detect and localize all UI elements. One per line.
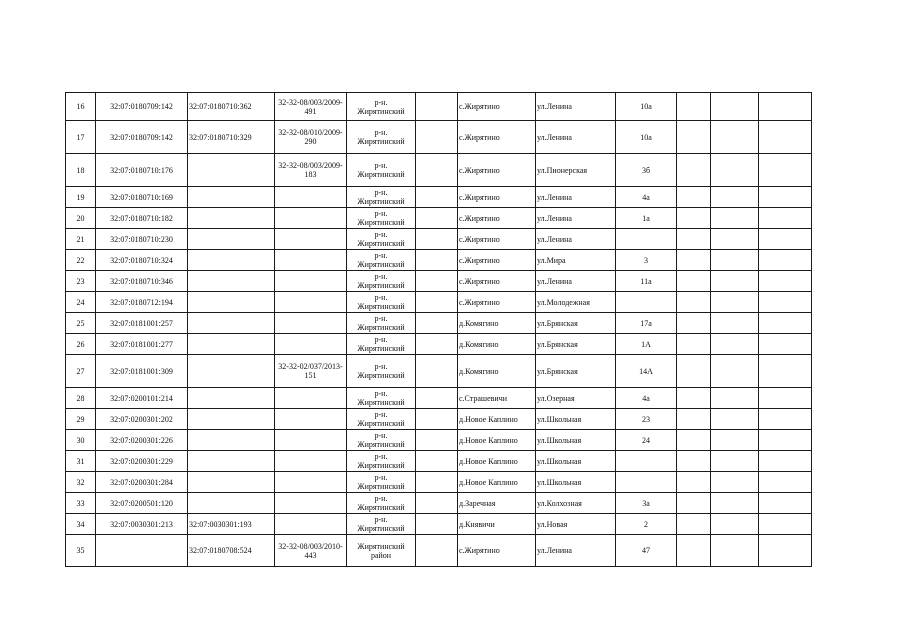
table-row: [66, 208, 812, 229]
cell-cadastral-number: 32:07:0200101:214: [96, 388, 188, 409]
cell-settlement: д.Заречная: [458, 493, 536, 514]
cell-extra-column-1: [677, 472, 711, 493]
cell-district: р-н. Жирятинский: [347, 493, 416, 514]
cell-row-number: 16: [66, 93, 96, 121]
cell-extra-column-1: [677, 229, 711, 250]
cell-extra-column-2: [711, 355, 759, 388]
cell-parent-cadastral-number: [188, 388, 275, 409]
cell-settlement: с.Жирятино: [458, 93, 536, 121]
cell-extra-column-3: [759, 493, 812, 514]
cell-settlement: с.Жирятино: [458, 271, 536, 292]
cell-blank-column: [416, 154, 458, 187]
cell-parent-cadastral-number: [188, 154, 275, 187]
cell-street: ул.Брянская: [536, 355, 616, 388]
cell-district: р-н. Жирятинский: [347, 514, 416, 535]
cell-house-number: 4а: [616, 187, 677, 208]
cell-extra-column-3: [759, 121, 812, 154]
cell-house-number: 23: [616, 409, 677, 430]
cell-house-number: 10а: [616, 93, 677, 121]
cell-blank-column: [416, 493, 458, 514]
cell-parent-cadastral-number: [188, 451, 275, 472]
cell-district: Жирятинский район: [347, 535, 416, 567]
cell-registration-number: [275, 187, 347, 208]
table-row: [66, 430, 812, 451]
cell-parent-cadastral-number: 32:07:0180708:524: [188, 535, 275, 567]
table-row: [66, 355, 812, 388]
cell-street: ул.Озерная: [536, 388, 616, 409]
cell-settlement: с.Жирятино: [458, 208, 536, 229]
cell-row-number: 32: [66, 472, 96, 493]
cell-extra-column-1: [677, 334, 711, 355]
cell-cadastral-number: 32:07:0180710:176: [96, 154, 188, 187]
cell-house-number: 3: [616, 250, 677, 271]
table-row: [66, 292, 812, 313]
cell-cadastral-number: 32:07:0200501:120: [96, 493, 188, 514]
cell-blank-column: [416, 271, 458, 292]
cell-settlement: с.Жирятино: [458, 229, 536, 250]
cell-row-number: 35: [66, 535, 96, 567]
table-row: [66, 334, 812, 355]
cell-blank-column: [416, 355, 458, 388]
cell-extra-column-2: [711, 472, 759, 493]
cell-registration-number: [275, 208, 347, 229]
cell-extra-column-1: [677, 355, 711, 388]
cell-registration-number: [275, 493, 347, 514]
cell-extra-column-2: [711, 409, 759, 430]
table-row: [66, 514, 812, 535]
cell-district: р-н. Жирятинский: [347, 229, 416, 250]
cell-street: ул.Колхозная: [536, 493, 616, 514]
cell-extra-column-2: [711, 250, 759, 271]
cell-blank-column: [416, 292, 458, 313]
cell-settlement: с.Жирятино: [458, 292, 536, 313]
cell-blank-column: [416, 229, 458, 250]
table-row: [66, 154, 812, 187]
cell-registration-number: [275, 250, 347, 271]
cell-blank-column: [416, 409, 458, 430]
cell-district: р-н. Жирятинский: [347, 93, 416, 121]
table-row: [66, 121, 812, 154]
cell-registration-number: 32-32-08/010/2009- 290: [275, 121, 347, 154]
cell-extra-column-2: [711, 388, 759, 409]
cell-extra-column-2: [711, 430, 759, 451]
cell-parent-cadastral-number: 32:07:0180710:329: [188, 121, 275, 154]
cell-row-number: 22: [66, 250, 96, 271]
cell-extra-column-3: [759, 535, 812, 567]
cell-registration-number: [275, 292, 347, 313]
cell-street: ул.Школьная: [536, 430, 616, 451]
cell-house-number: 10а: [616, 121, 677, 154]
cell-extra-column-2: [711, 208, 759, 229]
cell-cadastral-number: 32:07:0030301:213: [96, 514, 188, 535]
cell-blank-column: [416, 451, 458, 472]
cell-house-number: [616, 292, 677, 313]
cell-cadastral-number: 32:07:0180710:230: [96, 229, 188, 250]
cell-street: ул.Школьная: [536, 451, 616, 472]
cell-house-number: 3б: [616, 154, 677, 187]
cell-street: ул.Ленина: [536, 271, 616, 292]
cell-row-number: 33: [66, 493, 96, 514]
cell-parent-cadastral-number: 32:07:0180710:362: [188, 93, 275, 121]
cell-extra-column-1: [677, 93, 711, 121]
cell-row-number: 23: [66, 271, 96, 292]
table-row: [66, 93, 812, 121]
cell-cadastral-number: 32:07:0200301:202: [96, 409, 188, 430]
cell-parent-cadastral-number: [188, 409, 275, 430]
cell-row-number: 21: [66, 229, 96, 250]
cell-parent-cadastral-number: [188, 187, 275, 208]
cell-settlement: с.Жирятино: [458, 250, 536, 271]
cell-street: ул.Пионерская: [536, 154, 616, 187]
table-row: [66, 472, 812, 493]
cell-district: р-н. Жирятинский: [347, 355, 416, 388]
cell-parent-cadastral-number: [188, 493, 275, 514]
cell-extra-column-2: [711, 93, 759, 121]
cell-extra-column-1: [677, 535, 711, 567]
cell-cadastral-number: 32:07:0180710:182: [96, 208, 188, 229]
cell-parent-cadastral-number: 32:07:0030301:193: [188, 514, 275, 535]
cell-extra-column-1: [677, 388, 711, 409]
cell-parent-cadastral-number: [188, 229, 275, 250]
table-row: [66, 409, 812, 430]
cell-extra-column-1: [677, 271, 711, 292]
cell-district: р-н. Жирятинский: [347, 292, 416, 313]
cell-house-number: 3а: [616, 493, 677, 514]
cell-district: р-н. Жирятинский: [347, 388, 416, 409]
cell-parent-cadastral-number: [188, 250, 275, 271]
table-row: [66, 451, 812, 472]
cell-district: р-н. Жирятинский: [347, 208, 416, 229]
cell-parent-cadastral-number: [188, 355, 275, 388]
cell-extra-column-2: [711, 187, 759, 208]
cell-extra-column-1: [677, 250, 711, 271]
cell-row-number: 17: [66, 121, 96, 154]
cell-parent-cadastral-number: [188, 271, 275, 292]
cell-cadastral-number: 32:07:0181001:309: [96, 355, 188, 388]
cell-parent-cadastral-number: [188, 334, 275, 355]
cell-extra-column-3: [759, 154, 812, 187]
cell-house-number: 1А: [616, 334, 677, 355]
cell-registration-number: 32-32-02/037/2013- 151: [275, 355, 347, 388]
cell-extra-column-3: [759, 229, 812, 250]
cell-row-number: 27: [66, 355, 96, 388]
cell-extra-column-2: [711, 493, 759, 514]
cell-extra-column-3: [759, 409, 812, 430]
cell-settlement: д.Новое Каплино: [458, 430, 536, 451]
cell-settlement: д.Комягино: [458, 334, 536, 355]
cell-district: р-н. Жирятинский: [347, 121, 416, 154]
cell-parent-cadastral-number: [188, 292, 275, 313]
cell-street: ул.Брянская: [536, 313, 616, 334]
cell-blank-column: [416, 514, 458, 535]
cell-registration-number: [275, 334, 347, 355]
cell-extra-column-1: [677, 154, 711, 187]
cell-district: р-н. Жирятинский: [347, 187, 416, 208]
cell-house-number: [616, 472, 677, 493]
cell-street: ул.Ленина: [536, 187, 616, 208]
cell-extra-column-1: [677, 514, 711, 535]
cell-cadastral-number: 32:07:0200301:226: [96, 430, 188, 451]
cell-extra-column-2: [711, 154, 759, 187]
cell-street: ул.Ленина: [536, 208, 616, 229]
cell-extra-column-3: [759, 208, 812, 229]
cell-street: ул.Ленина: [536, 93, 616, 121]
cell-street: ул.Молодежная: [536, 292, 616, 313]
cell-street: ул.Брянская: [536, 334, 616, 355]
cell-extra-column-3: [759, 355, 812, 388]
cell-house-number: 14А: [616, 355, 677, 388]
cell-cadastral-number: 32:07:0181001:257: [96, 313, 188, 334]
cell-extra-column-1: [677, 493, 711, 514]
property-register-table: [65, 92, 812, 567]
cell-cadastral-number: 32:07:0200301:284: [96, 472, 188, 493]
cell-settlement: д.Княвичи: [458, 514, 536, 535]
cell-registration-number: [275, 313, 347, 334]
document-page: [65, 92, 812, 567]
cell-extra-column-2: [711, 514, 759, 535]
cell-district: р-н. Жирятинский: [347, 472, 416, 493]
cell-blank-column: [416, 334, 458, 355]
cell-cadastral-number: 32:07:0181001:277: [96, 334, 188, 355]
cell-settlement: с.Жирятино: [458, 154, 536, 187]
cell-extra-column-1: [677, 451, 711, 472]
table-row: [66, 535, 812, 567]
cell-parent-cadastral-number: [188, 313, 275, 334]
table-body: [66, 93, 812, 567]
cell-blank-column: [416, 313, 458, 334]
table-row: [66, 271, 812, 292]
cell-row-number: 19: [66, 187, 96, 208]
cell-extra-column-3: [759, 388, 812, 409]
cell-blank-column: [416, 388, 458, 409]
cell-cadastral-number: 32:07:0180710:324: [96, 250, 188, 271]
cell-extra-column-3: [759, 93, 812, 121]
cell-house-number: 17а: [616, 313, 677, 334]
cell-row-number: 24: [66, 292, 96, 313]
cell-cadastral-number: [96, 535, 188, 567]
cell-extra-column-1: [677, 208, 711, 229]
cell-extra-column-3: [759, 187, 812, 208]
cell-settlement: д.Новое Каплино: [458, 472, 536, 493]
cell-street: ул.Ленина: [536, 229, 616, 250]
cell-extra-column-2: [711, 535, 759, 567]
cell-blank-column: [416, 430, 458, 451]
cell-house-number: 24: [616, 430, 677, 451]
cell-row-number: 25: [66, 313, 96, 334]
cell-extra-column-2: [711, 334, 759, 355]
cell-registration-number: [275, 451, 347, 472]
cell-cadastral-number: 32:07:0200301:229: [96, 451, 188, 472]
cell-registration-number: 32-32-08/003/2010- 443: [275, 535, 347, 567]
cell-street: ул.Ленина: [536, 535, 616, 567]
cell-blank-column: [416, 208, 458, 229]
cell-row-number: 26: [66, 334, 96, 355]
cell-street: ул.Школьная: [536, 409, 616, 430]
cell-parent-cadastral-number: [188, 472, 275, 493]
cell-extra-column-2: [711, 451, 759, 472]
cell-house-number: 4а: [616, 388, 677, 409]
cell-settlement: с.Жирятино: [458, 187, 536, 208]
cell-district: р-н. Жирятинский: [347, 334, 416, 355]
cell-row-number: 20: [66, 208, 96, 229]
cell-extra-column-3: [759, 430, 812, 451]
cell-house-number: 1а: [616, 208, 677, 229]
cell-district: р-н. Жирятинский: [347, 154, 416, 187]
table-row: [66, 187, 812, 208]
cell-registration-number: 32-32-08/003/2009- 183: [275, 154, 347, 187]
cell-extra-column-3: [759, 271, 812, 292]
cell-settlement: с.Жирятино: [458, 121, 536, 154]
cell-extra-column-3: [759, 334, 812, 355]
cell-settlement: с.Страшевичи: [458, 388, 536, 409]
cell-extra-column-3: [759, 250, 812, 271]
cell-cadastral-number: 32:07:0180710:169: [96, 187, 188, 208]
cell-extra-column-3: [759, 313, 812, 334]
cell-street: ул.Новая: [536, 514, 616, 535]
cell-extra-column-2: [711, 121, 759, 154]
cell-extra-column-1: [677, 121, 711, 154]
cell-extra-column-3: [759, 514, 812, 535]
table-row: [66, 250, 812, 271]
cell-extra-column-1: [677, 292, 711, 313]
cell-house-number: 11а: [616, 271, 677, 292]
cell-registration-number: [275, 229, 347, 250]
cell-registration-number: [275, 514, 347, 535]
cell-house-number: 47: [616, 535, 677, 567]
cell-row-number: 28: [66, 388, 96, 409]
cell-row-number: 29: [66, 409, 96, 430]
cell-registration-number: [275, 430, 347, 451]
cell-blank-column: [416, 121, 458, 154]
cell-district: р-н. Жирятинский: [347, 271, 416, 292]
cell-street: ул.Школьная: [536, 472, 616, 493]
cell-parent-cadastral-number: [188, 430, 275, 451]
cell-street: ул.Мира: [536, 250, 616, 271]
cell-district: р-н. Жирятинский: [347, 313, 416, 334]
cell-extra-column-1: [677, 409, 711, 430]
cell-extra-column-2: [711, 271, 759, 292]
cell-registration-number: [275, 472, 347, 493]
cell-blank-column: [416, 535, 458, 567]
cell-extra-column-2: [711, 292, 759, 313]
cell-row-number: 31: [66, 451, 96, 472]
cell-settlement: д.Комягино: [458, 355, 536, 388]
cell-extra-column-3: [759, 472, 812, 493]
cell-settlement: с.Жирятино: [458, 535, 536, 567]
table-row: [66, 313, 812, 334]
cell-parent-cadastral-number: [188, 208, 275, 229]
cell-extra-column-1: [677, 313, 711, 334]
cell-blank-column: [416, 472, 458, 493]
cell-settlement: д.Новое Каплино: [458, 451, 536, 472]
table-row: [66, 388, 812, 409]
cell-house-number: 2: [616, 514, 677, 535]
cell-district: р-н. Жирятинский: [347, 430, 416, 451]
cell-settlement: д.Новое Каплино: [458, 409, 536, 430]
cell-cadastral-number: 32:07:0180710:346: [96, 271, 188, 292]
cell-extra-column-3: [759, 292, 812, 313]
cell-house-number: [616, 451, 677, 472]
cell-extra-column-3: [759, 451, 812, 472]
cell-cadastral-number: 32:07:0180709:142: [96, 121, 188, 154]
cell-district: р-н. Жирятинский: [347, 409, 416, 430]
cell-row-number: 30: [66, 430, 96, 451]
table-row: [66, 493, 812, 514]
cell-extra-column-1: [677, 187, 711, 208]
cell-district: р-н. Жирятинский: [347, 250, 416, 271]
cell-row-number: 18: [66, 154, 96, 187]
cell-blank-column: [416, 93, 458, 121]
cell-house-number: [616, 229, 677, 250]
cell-district: р-н. Жирятинский: [347, 451, 416, 472]
cell-blank-column: [416, 250, 458, 271]
cell-blank-column: [416, 187, 458, 208]
cell-registration-number: [275, 388, 347, 409]
cell-cadastral-number: 32:07:0180712:194: [96, 292, 188, 313]
cell-cadastral-number: 32:07:0180709:142: [96, 93, 188, 121]
cell-street: ул.Ленина: [536, 121, 616, 154]
cell-extra-column-2: [711, 229, 759, 250]
cell-registration-number: 32-32-08/003/2009- 491: [275, 93, 347, 121]
table-row: [66, 229, 812, 250]
cell-extra-column-2: [711, 313, 759, 334]
cell-row-number: 34: [66, 514, 96, 535]
cell-extra-column-1: [677, 430, 711, 451]
cell-registration-number: [275, 271, 347, 292]
cell-settlement: д.Комягино: [458, 313, 536, 334]
cell-registration-number: [275, 409, 347, 430]
